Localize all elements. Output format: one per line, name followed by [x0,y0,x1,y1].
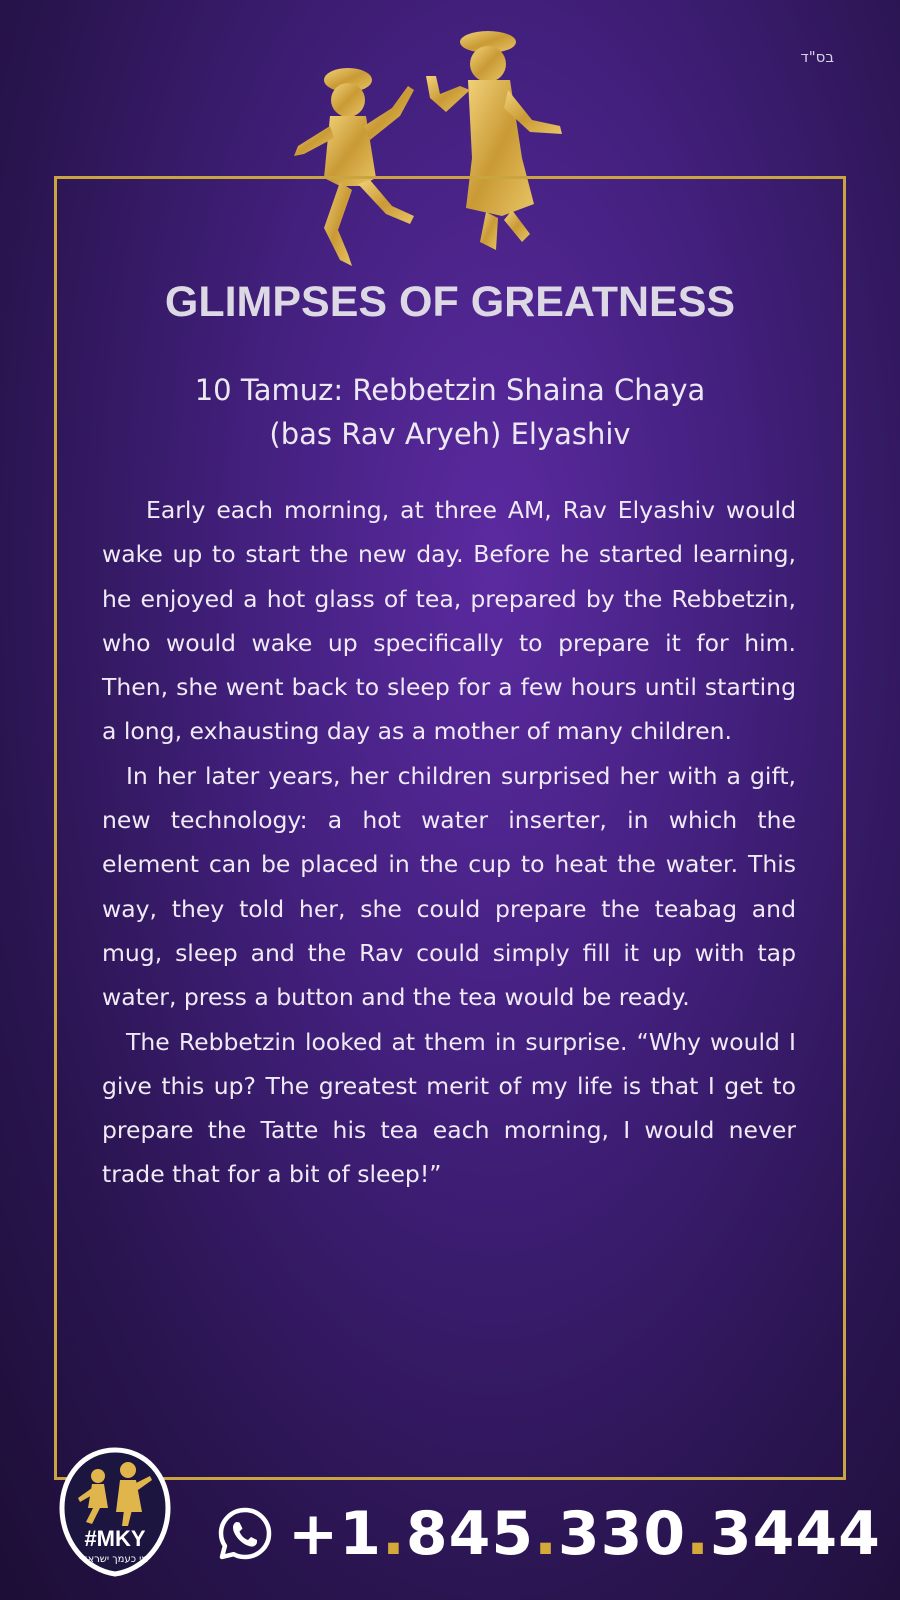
contact-row [216,1494,881,1574]
story-body [102,488,796,1197]
story-paragraph: Early each morning, at three AM, Rav Elyashiv would wake up to start the new day. Before he started learning, he enjoyed a hot glass of tea, prepared by the Rebbetzin, who would wake up specifically to prepare it for him. Then, she went back to sleep for a few hours until starting a long, exhausting day as a mother of many children. [102,496,796,746]
whatsapp-icon[interactable] [216,1505,274,1563]
page-title: GLIMPSES OF GREATNESS [164,278,736,326]
phone-dot: . [534,1499,558,1569]
logo-hebrew: מי כעמך ישראל [81,1554,149,1565]
phone-part: 845 [405,1499,535,1569]
phone-part: +1 [288,1499,383,1569]
story-paragraph: In her later years, her children surprised her with a gift, new technology: a hot water inserter, in which the element can be placed in the cup to heat the water. This way, they told her, she could prepare the teabag and mug, sleep and the Rav could simply fill it up with tap water, press a button and the tea would be ready. [102,761,796,1012]
bsd-header: בס"ד [800,48,834,66]
phone-dot: . [686,1499,710,1569]
phone-dot: . [382,1499,406,1569]
subtitle [80,368,820,456]
subtitle-line-2: (bas Rav Aryeh) Elyashiv [269,417,631,451]
phone-part: 330 [557,1499,687,1569]
logo-tag: #MKY [84,1526,146,1551]
subtitle-line-1: 10 Tamuz: Rebbetzin Shaina Chaya [194,373,706,407]
mky-logo [56,1446,174,1578]
phone-part: 3444 [709,1499,881,1569]
phone-number[interactable] [288,1499,881,1569]
story-paragraph: The Rebbetzin looked at them in surprise. “Why would I give this up? The greatest merit of my life is that I get to prepare the Tatte his tea each morning, I would never trade that for a bit of sleep!” [102,1027,796,1189]
